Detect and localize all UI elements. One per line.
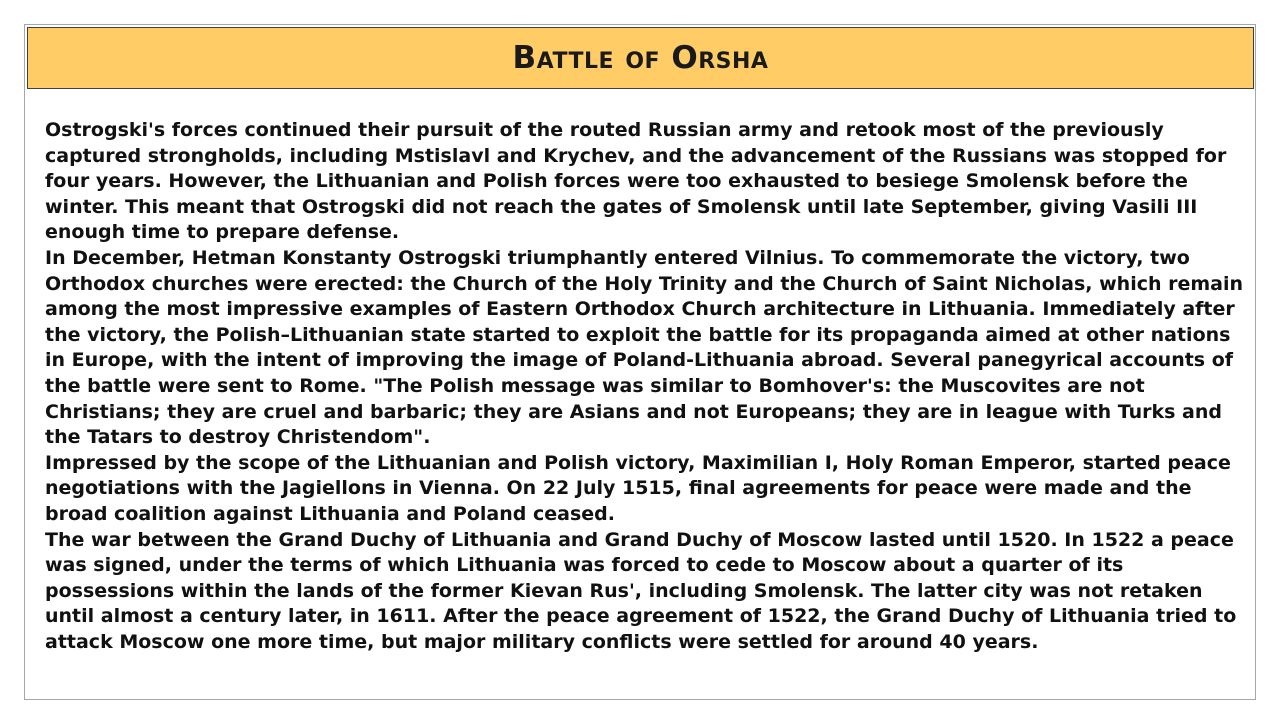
slide-body xyxy=(45,118,1245,655)
paragraph-pursuit: Ostrogski's forces continued their pursuit of the routed Russian army and retook most of the previously captured strongholds, including Mstislavl and Krychev, and the advancement of the Russians was stopped for four years. However, the Lithuanian and Polish forces were too exhausted to besiege Smolensk before the winter. This meant that Ostrogski did not reach the gates of Smolensk until late September, giving Vasili III enough time to prepare defense. xyxy=(45,119,1227,244)
paragraph-vilnius: In December, Hetman Konstanty Ostrogski triumphantly entered Vilnius. To commemorate the victory, two Orthodox churches were erected: the Church of the Holy Trinity and the Church of Saint Nicholas, which remain among the most impressive examples of Eastern Orthodox Church architecture in Lithuania. Immediately after the victory, the Polish–Lithuanian state started to exploit the battle for its propaganda aimed at other nations in Europe, with the intent of improving the image of Poland-Lithuania abroad. Several panegyrical accounts of the battle were sent to Rome. "The Polish message was similar to Bomhover's: the Muscovites are not Christians; they are cruel and barbaric; they are Asians and not Europeans; they are in league with Turks and the Tatars to destroy Christendom". xyxy=(45,246,1244,449)
title-banner xyxy=(27,27,1254,89)
slide-title: Battle of Orsha xyxy=(512,40,769,76)
paragraph-peace-negotiations: Impressed by the scope of the Lithuanian and Polish victory, Maximilian I, Holy Roman Emperor, started peace negotiations with the Jagiellons in Vienna. On 22 July 1515, final agreements for peace were made and the broad coalition against Lithuania and Poland ceased. xyxy=(45,451,1231,525)
paragraph-war-end: The war between the Grand Duchy of Lithuania and Grand Duchy of Moscow lasted until 1520. In 1522 a peace was signed, under the terms of which Lithuania was forced to cede to Moscow about a quarter of its possessions within the lands of the former Kievan Rus', including Smolensk. The latter city was not retaken until almost a century later, in 1611. After the peace agreement of 1522, the Grand Duchy of Lithuania tried to attack Moscow one more time, but major military conflicts were settled for around 40 years. xyxy=(45,528,1237,653)
